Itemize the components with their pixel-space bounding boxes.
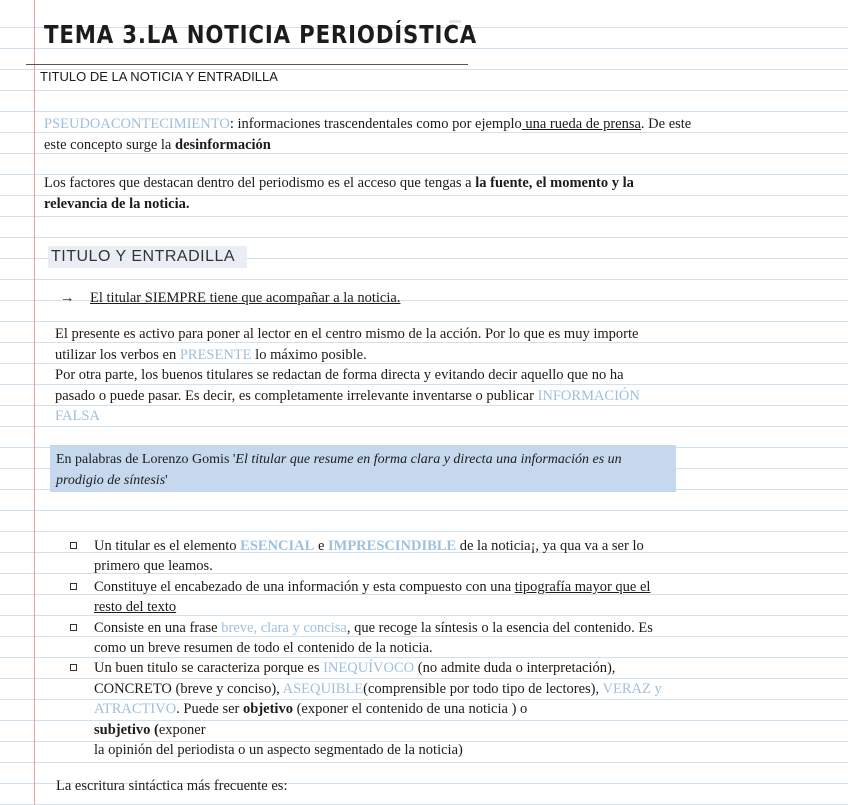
bold-text: la fuente, el momento y la relevancia de la noticia. (44, 175, 634, 212)
checkbox-icon[interactable] (70, 583, 77, 590)
text: Los factores que destacan dentro del periodismo es el acceso que tengas a (44, 175, 476, 191)
title-underline (26, 64, 468, 65)
highlight-text: ESENCIAL (240, 538, 315, 554)
bold-text: objetivo (243, 701, 293, 718)
highlight-text: INFORMACIÓN FALSA (55, 387, 640, 424)
highlight-text: ASEQUIBLE (282, 680, 364, 697)
bold-text: desinformación (175, 137, 271, 153)
intro-paragraph-2 (44, 173, 694, 215)
page-title: TEMA 3.LA NOTICIA PERIODÍSTICA (44, 20, 478, 49)
text: lo máximo posible. (251, 346, 367, 363)
intro-paragraph-1 (44, 114, 694, 156)
text: Constituye el encabezado de una información y esta compuesto con una (94, 578, 515, 595)
text: El presente es activo para poner al lector en el centro mismo de la acción. Por lo que es muy importe utilizar los verbos en (55, 326, 639, 363)
notebook-margin-line (34, 0, 35, 805)
text: e (314, 538, 328, 554)
body-paragraph-1 (55, 324, 667, 365)
checkbox-icon[interactable] (70, 542, 77, 549)
text: . De este este concepto surge la (44, 116, 692, 153)
checkbox-icon[interactable] (70, 664, 77, 671)
checkbox-icon[interactable] (70, 624, 77, 631)
text: (exponer el contenido de una noticia ) o (292, 701, 528, 718)
underlined-text: una rueda de prensa (521, 116, 641, 132)
text: de la noticia¡, ya qua va a ser lo primero que leamos. (94, 538, 644, 575)
text: exponer (158, 721, 206, 738)
checklist (68, 536, 678, 760)
arrow-icon: → (60, 290, 75, 306)
text: , que recoge la síntesis o la esencia del contenido. Es como un breve resumen de todo el contenido de la noticia. (94, 619, 653, 657)
arrow-note (60, 288, 400, 308)
underlined-text: tipografía mayor que el resto del texto (94, 578, 651, 616)
checklist-item (68, 658, 678, 760)
highlight-text: INEQUÍVOCO (323, 660, 415, 677)
highlight-text: PRESENTE (179, 346, 252, 363)
text: la opinión del periodista o un aspecto segmentado de la noticia) (94, 742, 463, 759)
page-subtitle: TITULO DE LA NOTICIA Y ENTRADILLA (40, 69, 278, 84)
quote-prefix: En palabras de Lorenzo Gomis ' (56, 452, 236, 467)
highlight-text: breve, clara y concisa (221, 619, 347, 636)
section-heading: TITULO Y ENTRADILLA (48, 246, 247, 268)
checklist-item (68, 577, 678, 618)
checklist-item (68, 618, 678, 659)
text: . Puede ser (176, 701, 244, 718)
text: (no admite duda o interpretación), CONCRETO (breve y conciso), (94, 660, 616, 697)
highlight-text: IMPRESCINDIBLE (328, 538, 457, 554)
text: Un titular es el elemento (94, 538, 241, 554)
arrow-note-text: El titular SIEMPRE tiene que acompañar a la noticia. (90, 290, 401, 306)
text: (comprensible por todo tipo de lectores), (363, 680, 603, 697)
text: Por otra parte, los buenos titulares se redactan de forma directa y evitando decir aquello que no ha pasado o puede pasar. Es decir, es completamente irrelevante inventarse o publicar (55, 367, 624, 404)
text: : informaciones trascendentales como por ejemplo (229, 116, 522, 132)
text: Consiste en una frase (94, 619, 222, 636)
quote-suffix: ' (165, 473, 168, 488)
quote-box (50, 445, 676, 492)
bold-text: subjetivo ( (94, 721, 159, 738)
checklist-item (68, 536, 678, 577)
footer-text: La escritura sintáctica más frecuente es: (56, 778, 288, 794)
body-paragraph-2 (55, 365, 667, 427)
highlight-text: VERAZ y ATRACTIVO (94, 680, 662, 718)
term-highlight: PSEUDOACONTECIMIENTO (44, 116, 230, 132)
quote-italic: El titular que resume en forma clara y directa una información es un prodigio de síntesis (56, 452, 622, 488)
text: Un buen titulo se caracteriza porque es (94, 660, 324, 677)
